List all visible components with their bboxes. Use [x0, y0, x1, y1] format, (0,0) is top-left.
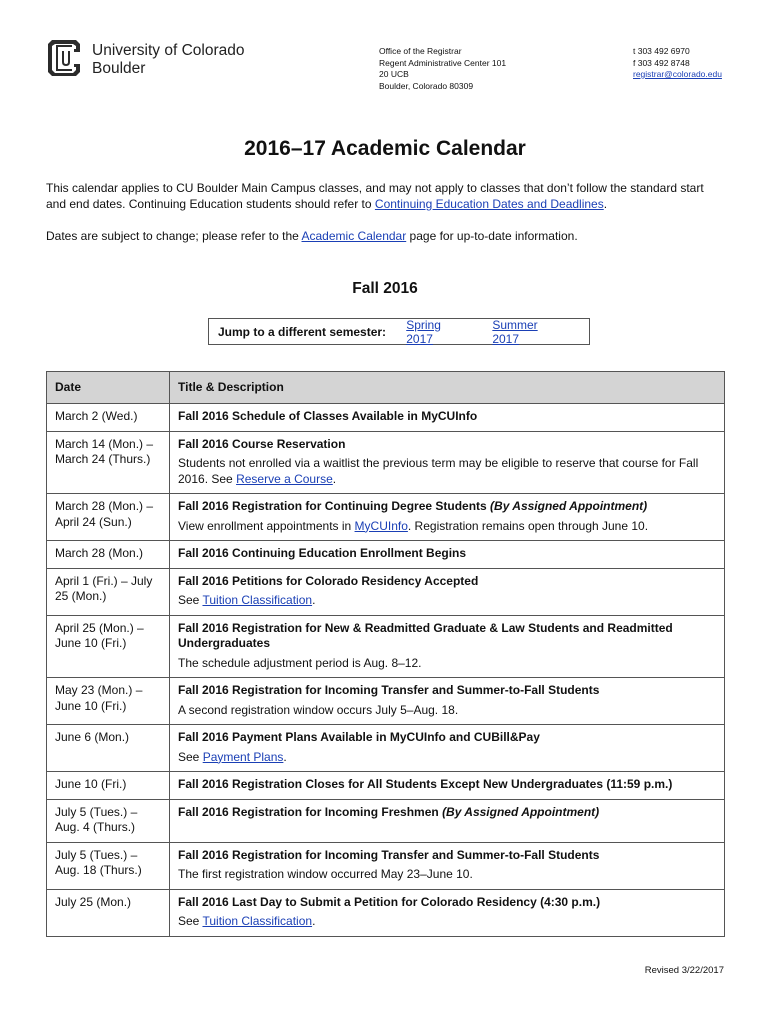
note-end: page for up-to-date information. — [406, 229, 578, 243]
event-title-text: Fall 2016 Payment Plans Available in MyCUInfo and CUBill&Pay — [178, 730, 540, 744]
event-title-text: Fall 2016 Last Day to Submit a Petition for Colorado Residency (4:30 p.m.) — [178, 894, 601, 909]
email-link[interactable]: registrar@colorado.edu — [633, 69, 722, 79]
event-date: May 23 (Mon.) – June 10 (Fri.) — [47, 678, 170, 725]
phone: t 303 492 6970 — [633, 46, 690, 56]
event-description — [178, 656, 718, 672]
table-row — [47, 799, 725, 842]
calendar-table — [46, 371, 725, 937]
event-title — [178, 777, 718, 793]
event-cell — [170, 678, 725, 725]
office-line: Boulder, Colorado 80309 — [379, 80, 474, 91]
table-row — [47, 772, 725, 800]
event-description — [178, 456, 718, 487]
title-column-header: Title & Description — [170, 372, 725, 404]
date-column-header: Date — [47, 372, 170, 404]
event-date: March 28 (Mon.) – April 24 (Sun.) — [47, 494, 170, 541]
event-cell — [170, 541, 725, 569]
event-title — [178, 437, 718, 453]
event-date: April 25 (Mon.) – June 10 (Fri.) — [47, 615, 170, 678]
event-date: July 5 (Tues.) – Aug. 18 (Thurs.) — [47, 842, 170, 889]
intro-text: This calendar applies to CU Boulder Main Campus classes, and may not apply to classes that don’t follow the standard start and end dates. Continuing Education students should refer to — [46, 181, 704, 211]
event-date: March 28 (Mon.) — [47, 541, 170, 569]
event-description-end: . — [283, 749, 287, 764]
event-date: March 2 (Wed.) — [47, 404, 170, 432]
table-row — [47, 615, 725, 678]
academic-calendar-link[interactable]: Academic Calendar — [301, 229, 407, 243]
dates-note — [46, 228, 726, 244]
continuing-education-link[interactable]: Continuing Education Dates and Deadlines — [374, 197, 604, 211]
table-row — [47, 842, 725, 889]
event-description-text: The first registration window occurred May 23–June 10. — [178, 867, 473, 881]
event-cell — [170, 404, 725, 432]
page-title: 2016–17 Academic Calendar — [244, 137, 526, 160]
event-title-emphasis: (By Assigned Appointment) — [490, 499, 648, 513]
event-link[interactable]: Tuition Classification — [202, 593, 313, 607]
event-title — [178, 574, 718, 590]
event-title — [178, 546, 718, 562]
event-date: July 25 (Mon.) — [47, 889, 170, 936]
event-date: March 14 (Mon.) – March 24 (Thurs.) — [47, 431, 170, 494]
event-description-text: Students not enrolled via a waitlist the previous term may be eligible to reserve that course for Fall 2016. See — [178, 456, 699, 486]
event-description — [178, 703, 718, 719]
table-row — [47, 678, 725, 725]
table-header-row — [47, 372, 725, 404]
event-title-text: Fall 2016 Schedule of Classes Available in MyCUInfo — [178, 409, 478, 423]
contact-info — [633, 46, 722, 81]
event-description-text: View enrollment appointments in — [178, 518, 355, 533]
event-title — [178, 848, 718, 864]
fax: f 303 492 8748 — [633, 57, 690, 68]
note-text: Dates are subject to change; please refer to the — [46, 229, 302, 243]
table-row — [47, 541, 725, 569]
event-description — [178, 519, 718, 535]
event-date: April 1 (Fri.) – July 25 (Mon.) — [47, 568, 170, 615]
office-line: Office of the Registrar — [379, 46, 462, 56]
event-description-end: . — [312, 593, 316, 607]
event-description-text: A second registration window occurs July 5–Aug. 18. — [178, 702, 459, 717]
event-description-end: . — [332, 471, 337, 486]
event-title-text: Fall 2016 Registration for New & Readmitted Graduate & Law Students and Readmitted Undergraduates — [178, 620, 673, 650]
event-title-text: Fall 2016 Course Reservation — [178, 436, 346, 451]
event-description — [178, 867, 718, 883]
event-title-emphasis: (By Assigned Appointment) — [442, 804, 600, 819]
event-title — [178, 621, 718, 652]
event-cell — [170, 568, 725, 615]
event-title-text: Fall 2016 Registration for Incoming Transfer and Summer-to-Fall Students — [178, 847, 600, 862]
event-description — [178, 750, 718, 766]
event-date: June 6 (Mon.) — [47, 725, 170, 772]
event-title-text: Fall 2016 Petitions for Colorado Residency Accepted — [178, 573, 479, 588]
revised-date: Revised 3/22/2017 — [644, 965, 724, 976]
table-row — [47, 568, 725, 615]
office-line: Regent Administrative Center 101 — [379, 57, 507, 68]
office-address — [379, 46, 506, 92]
event-cell — [170, 772, 725, 800]
jump-label: Jump to a different semester: — [218, 324, 387, 339]
event-title-text: Fall 2016 Registration for Incoming Freshmen — [178, 804, 443, 819]
event-title — [178, 499, 718, 515]
event-description-text: See — [178, 749, 203, 764]
event-cell — [170, 842, 725, 889]
table-row — [47, 889, 725, 936]
university-logo — [46, 38, 244, 78]
event-description-text: See — [178, 914, 203, 928]
event-date: July 5 (Tues.) – Aug. 4 (Thurs.) — [47, 799, 170, 842]
cu-logo-icon — [46, 38, 86, 78]
event-title-text: Fall 2016 Registration for Incoming Transfer and Summer-to-Fall Students — [178, 683, 600, 697]
event-description-text: The schedule adjustment period is Aug. 8–12. — [178, 655, 422, 670]
table-row — [47, 404, 725, 432]
intro-paragraph — [46, 180, 726, 212]
event-cell — [170, 615, 725, 678]
event-title — [178, 805, 718, 821]
event-description-end: . Registration remains open through June 10. — [407, 518, 649, 533]
event-title — [178, 895, 718, 911]
event-description-text: See — [178, 593, 203, 607]
logo-line-1: University of Colorado — [92, 42, 245, 59]
logo-line-2: Boulder — [92, 60, 146, 77]
event-title — [178, 683, 718, 699]
event-title-text: Fall 2016 Continuing Education Enrollment Begins — [178, 546, 467, 560]
intro-end: . — [603, 197, 608, 211]
event-link[interactable]: Tuition Classification — [202, 914, 313, 928]
event-title — [178, 730, 718, 746]
summer-2017-link[interactable]: Summer 2017 — [492, 317, 538, 346]
table-row — [47, 725, 725, 772]
event-link[interactable]: MyCUInfo — [354, 518, 408, 533]
event-description — [178, 593, 718, 609]
office-line: 20 UCB — [379, 69, 409, 79]
event-title-text: Fall 2016 Registration for Continuing Degree Students — [178, 499, 491, 513]
semester-heading: Fall 2016 — [352, 280, 418, 297]
event-title — [178, 409, 718, 425]
event-description — [178, 914, 718, 930]
event-title-text: Fall 2016 Registration Closes for All Students Except New Undergraduates (11:59 p.m.) — [178, 777, 673, 791]
table-row — [47, 431, 725, 494]
event-link[interactable]: Reserve a Course — [236, 471, 333, 486]
event-cell — [170, 494, 725, 541]
event-description-end: . — [312, 914, 316, 928]
event-date: June 10 (Fri.) — [47, 772, 170, 800]
event-cell — [170, 431, 725, 494]
event-link[interactable]: Payment Plans — [202, 749, 284, 764]
event-cell — [170, 799, 725, 842]
event-cell — [170, 889, 725, 936]
event-cell — [170, 725, 725, 772]
spring-2017-link[interactable]: Spring 2017 — [406, 317, 441, 346]
table-row — [47, 494, 725, 541]
semester-jump-box — [208, 318, 590, 345]
